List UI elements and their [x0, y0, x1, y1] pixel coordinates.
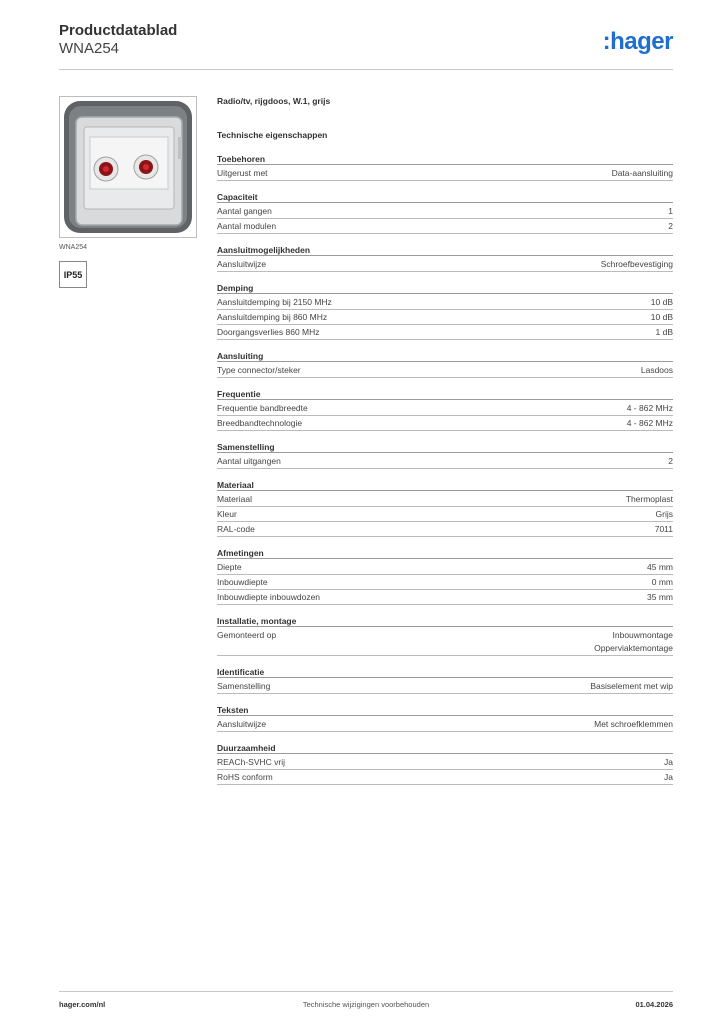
- spec-value-line: 10 dB: [650, 297, 673, 307]
- spec-value: [641, 364, 673, 377]
- spec-value-line: 35 mm: [647, 592, 673, 602]
- spec-group-title: Samenstelling: [217, 441, 673, 453]
- spec-label: Inbouwdiepte: [217, 577, 268, 587]
- product-name: Radio/tv, rijgdoos, W.1, grijs: [217, 96, 331, 106]
- page-header: [59, 22, 673, 70]
- spec-group-title: Afmetingen: [217, 547, 673, 559]
- spec-group: [217, 153, 673, 181]
- spec-row: [217, 717, 673, 732]
- spec-value-line: 1 dB: [655, 327, 673, 337]
- spec-label: Breedbandtechnologie: [217, 418, 303, 428]
- spec-row: [217, 416, 673, 431]
- product-image: [59, 96, 197, 238]
- spec-label: Aansluitdemping bij 860 MHz: [217, 312, 328, 322]
- spec-value: [668, 455, 673, 468]
- spec-label: RAL-code: [217, 524, 255, 534]
- spec-value: [668, 220, 673, 233]
- spec-value-line: Met schroefklemmen: [594, 719, 673, 729]
- spec-value-line: Data-aansluiting: [611, 168, 673, 178]
- spec-group-title: Materiaal: [217, 479, 673, 491]
- spec-row: [217, 204, 673, 219]
- spec-value: [664, 771, 673, 784]
- spec-value: [668, 205, 673, 218]
- page-footer: [59, 991, 673, 1013]
- spec-label: Aantal modulen: [217, 221, 277, 231]
- spec-label: REACh-SVHC vrij: [217, 757, 286, 767]
- spec-groups: [217, 153, 673, 785]
- spec-value-line: Grijs: [655, 509, 673, 519]
- spec-row: [217, 310, 673, 325]
- spec-group: [217, 704, 673, 732]
- spec-group-title: Frequentie: [217, 388, 673, 400]
- spec-label: Type connector/steker: [217, 365, 301, 375]
- spec-label: Aantal gangen: [217, 206, 272, 216]
- footer-website-link[interactable]: hager.com/nl: [59, 1000, 106, 1009]
- spec-group-title: Identificatie: [217, 666, 673, 678]
- spec-group-title: Demping: [217, 282, 673, 294]
- spec-value-line: 10 dB: [650, 312, 673, 322]
- spec-group-title: Capaciteit: [217, 191, 673, 203]
- spec-value: [647, 561, 673, 574]
- spec-label: Aansluitwijze: [217, 259, 267, 269]
- spec-value: [594, 629, 673, 655]
- spec-value: [601, 258, 673, 271]
- spec-value-line: Ja: [664, 757, 673, 767]
- spec-row: [217, 628, 673, 656]
- spec-row: [217, 454, 673, 469]
- spec-label: Doorgangsverlies 860 MHz: [217, 327, 320, 337]
- spec-row: [217, 755, 673, 770]
- spec-group-title: Teksten: [217, 704, 673, 716]
- spec-value: [656, 508, 673, 521]
- product-caption: WNA254: [59, 244, 88, 251]
- spec-group: [217, 244, 673, 272]
- spec-value-line: Thermoplast: [625, 494, 673, 504]
- product-photo-illustration: [60, 97, 196, 237]
- ip-rating-badge: IP55: [59, 261, 87, 288]
- spec-group: [217, 666, 673, 694]
- spec-value: [656, 326, 674, 339]
- spec-row: [217, 219, 673, 234]
- spec-value-line: 0 mm: [651, 577, 673, 587]
- spec-row: [217, 679, 673, 694]
- spec-value: [627, 402, 673, 415]
- spec-row: [217, 507, 673, 522]
- spec-group: [217, 191, 673, 234]
- spec-label: Aansluitdemping bij 2150 MHz: [217, 297, 332, 307]
- spec-value-line: 45 mm: [647, 562, 673, 572]
- spec-group-title: Duurzaamheid: [217, 742, 673, 754]
- spec-label: Inbouwdiepte inbouwdozen: [217, 592, 321, 602]
- spec-row: [217, 166, 673, 181]
- spec-group: [217, 282, 673, 340]
- spec-label: Diepte: [217, 562, 242, 572]
- spec-group: [217, 350, 673, 378]
- spec-label: Uitgerust met: [217, 168, 268, 178]
- spec-value-line: Opperviaktemontage: [594, 643, 673, 653]
- spec-label: Samenstelling: [217, 681, 271, 691]
- spec-value-line: 2: [668, 456, 673, 466]
- spec-value: [655, 523, 673, 536]
- page-title: Productdatablad: [59, 22, 178, 39]
- spec-label: Frequentie bandbreedte: [217, 403, 308, 413]
- spec-row: [217, 363, 673, 378]
- spec-row: [217, 492, 673, 507]
- spec-group-title: Installatie, montage: [217, 615, 673, 627]
- spec-row: [217, 575, 673, 590]
- spec-label: RoHS conform: [217, 772, 273, 782]
- spec-value: [664, 756, 673, 769]
- spec-row: [217, 325, 673, 340]
- spec-group-title: Aansluitmogelijkheden: [217, 244, 673, 256]
- spec-label: Materiaal: [217, 494, 252, 504]
- spec-value-line: 7011: [654, 524, 673, 534]
- spec-row: [217, 560, 673, 575]
- spec-label: Gemonteerd op: [217, 630, 277, 640]
- spec-value: [647, 591, 673, 604]
- spec-row: [217, 257, 673, 272]
- spec-value: [626, 493, 673, 506]
- spec-value-line: Inbouwmontage: [612, 630, 673, 640]
- spec-group: [217, 547, 673, 605]
- spec-value: [627, 417, 673, 430]
- spec-label: Aantal uitgangen: [217, 456, 281, 466]
- spec-value-line: 4 - 862 MHz: [626, 418, 673, 428]
- spec-label: Aansluitwijze: [217, 719, 267, 729]
- spec-group: [217, 615, 673, 656]
- spec-row: [217, 590, 673, 605]
- page-subtitle: WNA254: [59, 40, 120, 57]
- spec-value: [651, 296, 673, 309]
- spec-group: [217, 388, 673, 431]
- spec-value: [590, 680, 673, 693]
- spec-group: [217, 441, 673, 469]
- spec-value-line: 2: [668, 221, 673, 231]
- specifications: [217, 96, 673, 795]
- spec-value-line: Ja: [664, 772, 673, 782]
- spec-group: [217, 742, 673, 785]
- spec-value-line: 1: [668, 206, 673, 216]
- spec-value-line: 4 - 862 MHz: [626, 403, 673, 413]
- spec-row: [217, 522, 673, 537]
- specs-title: Technische eigenschappen: [217, 130, 328, 140]
- spec-value-line: Schroefbevestiging: [600, 259, 673, 269]
- spec-value: [612, 167, 673, 180]
- hager-logo: :hager: [602, 28, 673, 55]
- footer-disclaimer: Technische wijzigingen voorbehouden: [302, 1000, 430, 1009]
- spec-row: [217, 295, 673, 310]
- spec-row: [217, 401, 673, 416]
- spec-label: Kleur: [217, 509, 237, 519]
- footer-date: 01.04.2026: [635, 1000, 673, 1009]
- spec-row: [217, 770, 673, 785]
- spec-group-title: Toebehoren: [217, 153, 673, 165]
- spec-value: [594, 718, 673, 731]
- spec-group-title: Aansluiting: [217, 350, 673, 362]
- spec-value-line: Lasdoos: [640, 365, 673, 375]
- spec-value: [652, 576, 673, 589]
- spec-value-line: Basiselement met wip: [590, 681, 673, 691]
- spec-group: [217, 479, 673, 537]
- spec-value: [651, 311, 673, 324]
